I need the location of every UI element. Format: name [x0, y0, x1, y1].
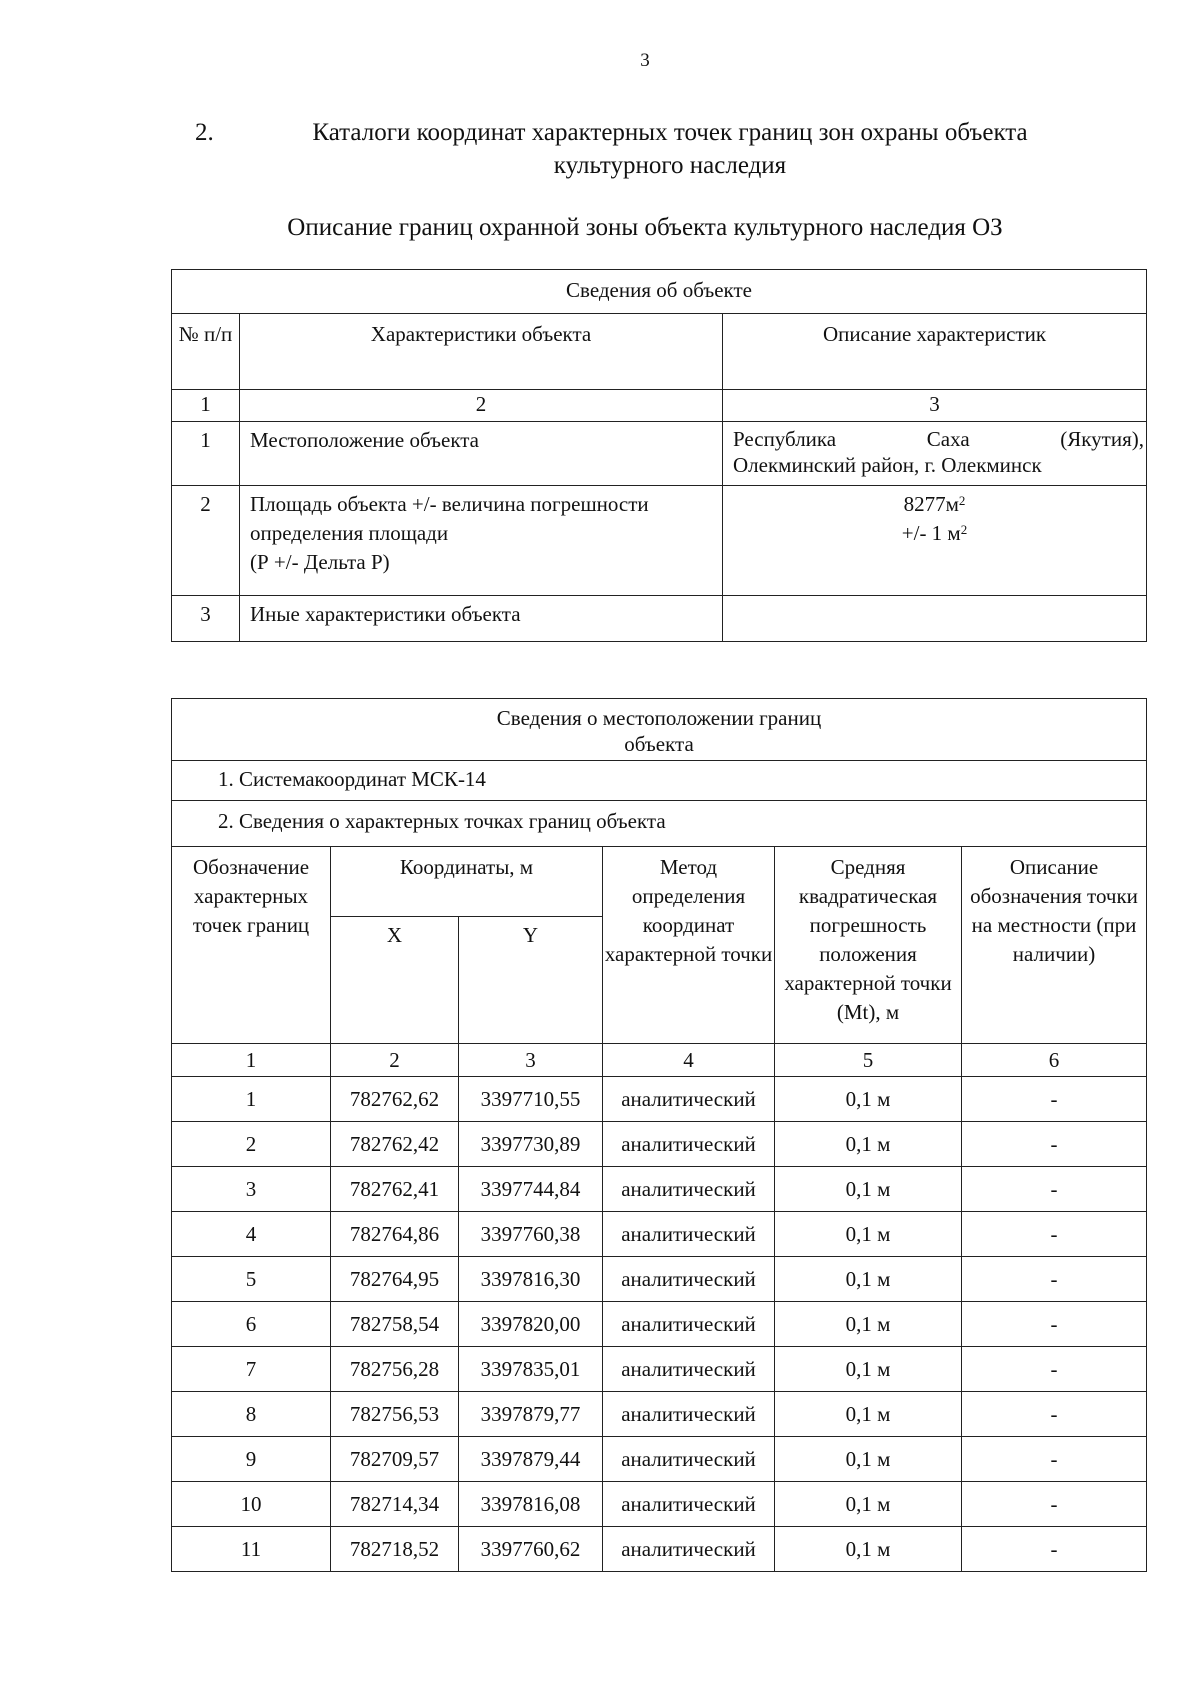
location-table-title: Сведения о местоположении границ объекта [172, 699, 1147, 761]
col-number: 5 [775, 1044, 962, 1077]
section-title-line1: Каталоги координат характерных точек границ зон охраны объекта [312, 119, 1028, 146]
point-description: - [962, 1347, 1147, 1392]
point-mt: 0,1 м [775, 1347, 962, 1392]
point-method: аналитический [603, 1212, 775, 1257]
point-mt: 0,1 м [775, 1122, 962, 1167]
point-method: аналитический [603, 1077, 775, 1122]
point-x: 782762,41 [331, 1167, 459, 1212]
point-method: аналитический [603, 1122, 775, 1167]
point-y: 3397760,62 [459, 1527, 603, 1572]
point-method: аналитический [603, 1257, 775, 1302]
point-method: аналитический [603, 1392, 775, 1437]
location-word-2: Саха [926, 427, 970, 451]
point-method: аналитический [603, 1347, 775, 1392]
point-description: - [962, 1122, 1147, 1167]
point-mt: 0,1 м [775, 1437, 962, 1482]
col-number: 1 [172, 1044, 331, 1077]
characteristic-name: Иные характеристики объекта [240, 596, 723, 642]
col-number: 4 [603, 1044, 775, 1077]
table-row [172, 596, 1147, 642]
point-mt: 0,1 м [775, 1077, 962, 1122]
boundary-location-table [171, 698, 1147, 1572]
area-label-line1: Площадь объекта +/- величина погрешности [250, 492, 649, 516]
points-heading: 2. Сведения о характерных точках границ объекта [172, 801, 1147, 847]
characteristic-value [723, 596, 1147, 642]
point-x: 782709,57 [331, 1437, 459, 1482]
point-mt: 0,1 м [775, 1257, 962, 1302]
table-row [172, 1212, 1147, 1257]
object-info-table [171, 269, 1147, 642]
header-designation: Обозначение характерных точек границ [172, 847, 331, 1044]
points-heading-row [172, 801, 1147, 847]
section-number: 2. [195, 119, 214, 146]
point-mt: 0,1 м [775, 1392, 962, 1437]
point-id: 9 [172, 1437, 331, 1482]
point-mt: 0,1 м [775, 1482, 962, 1527]
point-method: аналитический [603, 1437, 775, 1482]
header-description: Описание характеристик [723, 314, 1147, 390]
point-y: 3397816,08 [459, 1482, 603, 1527]
header-method: Метод определения координат характерной точки [603, 847, 775, 1044]
object-table-header-row [172, 314, 1147, 390]
table-row [172, 1302, 1147, 1347]
points-header-row [172, 847, 1147, 917]
table-row [172, 1482, 1147, 1527]
point-description: - [962, 1527, 1147, 1572]
point-description: - [962, 1482, 1147, 1527]
table-row [172, 1347, 1147, 1392]
point-id: 4 [172, 1212, 331, 1257]
header-x: X [331, 917, 459, 1044]
point-id: 8 [172, 1392, 331, 1437]
header-rms-error: Средняя квадратическая погрешность положения характерной точки (Mt), м [775, 847, 962, 1044]
area-label-line3: (Р +/- Дельта Р) [250, 550, 390, 574]
table-row [172, 1077, 1147, 1122]
area-error: +/- 1 $м^2$ [901, 521, 968, 545]
object-table-title: Сведения об объекте [172, 270, 1147, 314]
table-row [172, 1122, 1147, 1167]
table-row [172, 1257, 1147, 1302]
point-description: - [962, 1437, 1147, 1482]
point-x: 782762,42 [331, 1122, 459, 1167]
point-y: 3397879,77 [459, 1392, 603, 1437]
area-label-line2: определения площади [250, 521, 449, 545]
header-location-description: Описание обозначения точки на местности (при наличии) [962, 847, 1147, 1044]
object-table-title-row [172, 270, 1147, 314]
section-title-line2: культурного наследия [553, 152, 787, 179]
point-x: 782764,95 [331, 1257, 459, 1302]
point-x: 782718,52 [331, 1527, 459, 1572]
table-row [172, 422, 1147, 486]
point-y: 3397730,89 [459, 1122, 603, 1167]
section-heading [195, 116, 1105, 182]
point-id: 11 [172, 1527, 331, 1572]
page-number: 3 [640, 50, 650, 71]
object-table-number-row [172, 390, 1147, 422]
location-title-row [172, 699, 1147, 761]
point-x: 782762,62 [331, 1077, 459, 1122]
point-y: 3397710,55 [459, 1077, 603, 1122]
point-id: 7 [172, 1347, 331, 1392]
characteristic-name: Местоположение объекта [240, 422, 723, 486]
point-description: - [962, 1077, 1147, 1122]
point-id: 1 [172, 1077, 331, 1122]
header-y: Y [459, 917, 603, 1044]
characteristic-name [240, 486, 723, 596]
location-word-3: (Якутия), [1060, 427, 1145, 451]
table-row [172, 1527, 1147, 1572]
point-mt: 0,1 м [775, 1302, 962, 1347]
point-x: 782756,53 [331, 1392, 459, 1437]
location-line-2: Олекминский район, г. Олекминск [733, 453, 1042, 477]
point-description: - [962, 1212, 1147, 1257]
point-id: 6 [172, 1302, 331, 1347]
point-x: 782756,28 [331, 1347, 459, 1392]
row-number: 2 [172, 486, 240, 596]
point-x: 782714,34 [331, 1482, 459, 1527]
header-characteristic: Характеристики объекта [240, 314, 723, 390]
coord-system-row [172, 761, 1147, 801]
col-number: 6 [962, 1044, 1147, 1077]
point-mt: 0,1 м [775, 1167, 962, 1212]
point-y: 3397820,00 [459, 1302, 603, 1347]
point-y: 3397816,30 [459, 1257, 603, 1302]
row-number: 3 [172, 596, 240, 642]
point-id: 10 [172, 1482, 331, 1527]
point-method: аналитический [603, 1482, 775, 1527]
point-x: 782758,54 [331, 1302, 459, 1347]
point-description: - [962, 1302, 1147, 1347]
point-id: 5 [172, 1257, 331, 1302]
point-mt: 0,1 м [775, 1212, 962, 1257]
coord-system: 1. Системакоординат МСК-14 [172, 761, 1147, 801]
points-body [172, 1077, 1147, 1572]
col-number: 2 [240, 390, 723, 422]
point-id: 2 [172, 1122, 331, 1167]
characteristic-value [723, 422, 1147, 486]
point-x: 782764,86 [331, 1212, 459, 1257]
point-method: аналитический [603, 1527, 775, 1572]
point-mt: 0,1 м [775, 1527, 962, 1572]
point-y: 3397760,38 [459, 1212, 603, 1257]
point-method: аналитический [603, 1302, 775, 1347]
point-description: - [962, 1257, 1147, 1302]
col-number: 3 [723, 390, 1147, 422]
header-no: № п/п [172, 314, 240, 390]
row-number: 1 [172, 422, 240, 486]
point-description: - [962, 1392, 1147, 1437]
location-word-1: Республика [733, 427, 837, 451]
col-number: 3 [459, 1044, 603, 1077]
characteristic-value [723, 486, 1147, 596]
point-y: 3397835,01 [459, 1347, 603, 1392]
points-column-numbers [172, 1044, 1147, 1077]
point-id: 3 [172, 1167, 331, 1212]
area-value: $8277м^2$ [903, 492, 966, 516]
col-number: 1 [172, 390, 240, 422]
zone-description-title: Описание границ охранной зоны объекта культурного наследия ОЗ [287, 214, 1003, 241]
table-row [172, 1167, 1147, 1212]
header-coordinates: Координаты, м [331, 847, 603, 917]
point-y: 3397879,44 [459, 1437, 603, 1482]
point-y: 3397744,84 [459, 1167, 603, 1212]
col-number: 2 [331, 1044, 459, 1077]
point-description: - [962, 1167, 1147, 1212]
table-row [172, 1437, 1147, 1482]
point-method: аналитический [603, 1167, 775, 1212]
table-row [172, 486, 1147, 596]
table-row [172, 1392, 1147, 1437]
